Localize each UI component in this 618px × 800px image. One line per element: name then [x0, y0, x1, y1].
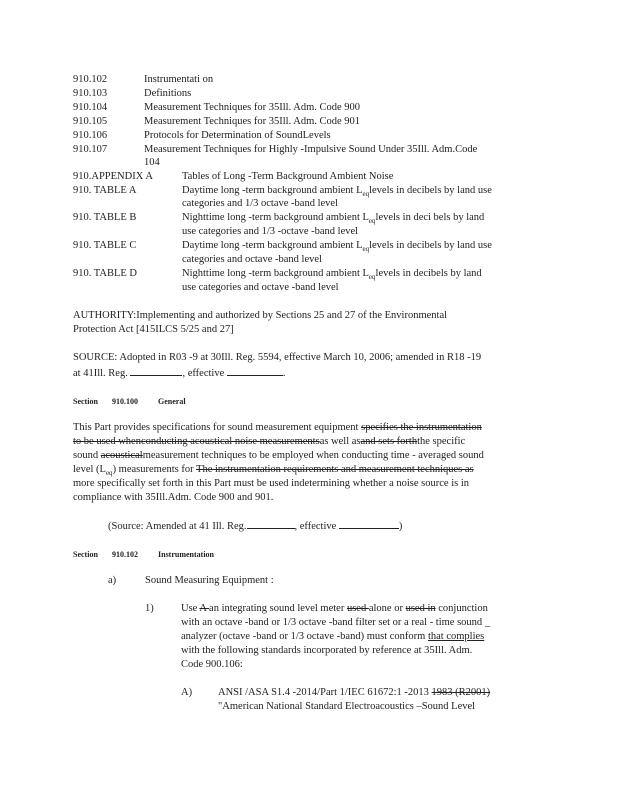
table-desc-cont: categories and octave -band level: [182, 254, 322, 265]
source-line: SOURCE: Adopted in R03 -9 at 30Ill. Reg. 5594, effective March 10, 2006; amended in R18 -19: [73, 352, 482, 363]
toc-title: Instrumentati on: [144, 74, 214, 85]
section-word: Section: [73, 550, 98, 559]
table-desc: Daytime long -term background ambient $L_{eq}levels$ in decibels by land use: [182, 185, 492, 199]
item-label: A): [181, 687, 193, 698]
blank-field: [130, 365, 182, 376]
toc-num: 910.105: [73, 116, 108, 127]
item-label: 1): [145, 603, 154, 614]
authority-line: Protection Act [415ILCS 5/25 and 27]: [73, 324, 234, 335]
toc-title: Definitions: [144, 88, 192, 99]
table-desc-cont: categories and 1/3 octave -band level: [182, 198, 338, 209]
toc-title-cont: 104: [144, 157, 160, 168]
section-number: 910.102: [112, 550, 138, 559]
table-desc: Nighttime long -term background ambient $L_{eq}levels$ in decibels by land: [182, 268, 482, 282]
table-label: 910. TABLE A: [73, 185, 137, 196]
table-label: 910. TABLE B: [73, 212, 137, 223]
toc-num: 910.106: [73, 130, 108, 141]
table-desc: Daytime long -term background ambient $L_{eq}levels$ in decibels by land use: [182, 240, 492, 254]
toc-num: 910.103: [73, 88, 108, 99]
toc-title: Protocols for Determination of SoundLevels: [144, 130, 331, 141]
table-desc: Nighttime long -term background ambient $L_{eq}levels$ in deci bels by land: [182, 212, 485, 226]
section-title: General: [158, 397, 186, 406]
blank-field: [339, 518, 399, 529]
item-label: a): [108, 575, 117, 586]
table-desc-cont: use categories and octave -band level: [182, 282, 339, 293]
source-line: at 41Ill. Reg. , effective .: [73, 365, 285, 380]
toc-title: Measurement Techniques for Highly -Impulsive Sound Under 35Ill. Adm.Code: [144, 144, 478, 155]
toc-title: Measurement Techniques for 35Ill. Adm. Code 900: [144, 102, 361, 113]
toc-num: 910.104: [73, 102, 108, 113]
toc-num: 910.102: [73, 74, 108, 85]
amendment-note: (Source: Amended at 41 Ill. Reg. , effective ): [108, 518, 402, 533]
blank-field: [227, 365, 283, 376]
appendix-title: Tables of Long -Term Background Ambient Noise: [182, 171, 394, 182]
table-desc-cont: use categories and 1/3 -octave -band level: [182, 226, 359, 237]
table-label: 910. TABLE C: [73, 240, 137, 251]
toc-num: 910.107: [73, 144, 108, 155]
blank-field: [247, 518, 295, 529]
appendix-label: 910.APPENDIX A: [73, 171, 153, 182]
section-title: Instrumentation: [158, 550, 215, 559]
authority-line: AUTHORITY:Implementing and authorized by Sections 25 and 27 of the Environmental: [73, 310, 448, 321]
toc-title: Measurement Techniques for 35Ill. Adm. Code 901: [144, 116, 361, 127]
item-title: Sound Measuring Equipment :: [145, 575, 274, 586]
table-label: 910. TABLE D: [73, 268, 138, 279]
section-word: Section: [73, 397, 98, 406]
section-number: 910.100: [112, 397, 138, 406]
